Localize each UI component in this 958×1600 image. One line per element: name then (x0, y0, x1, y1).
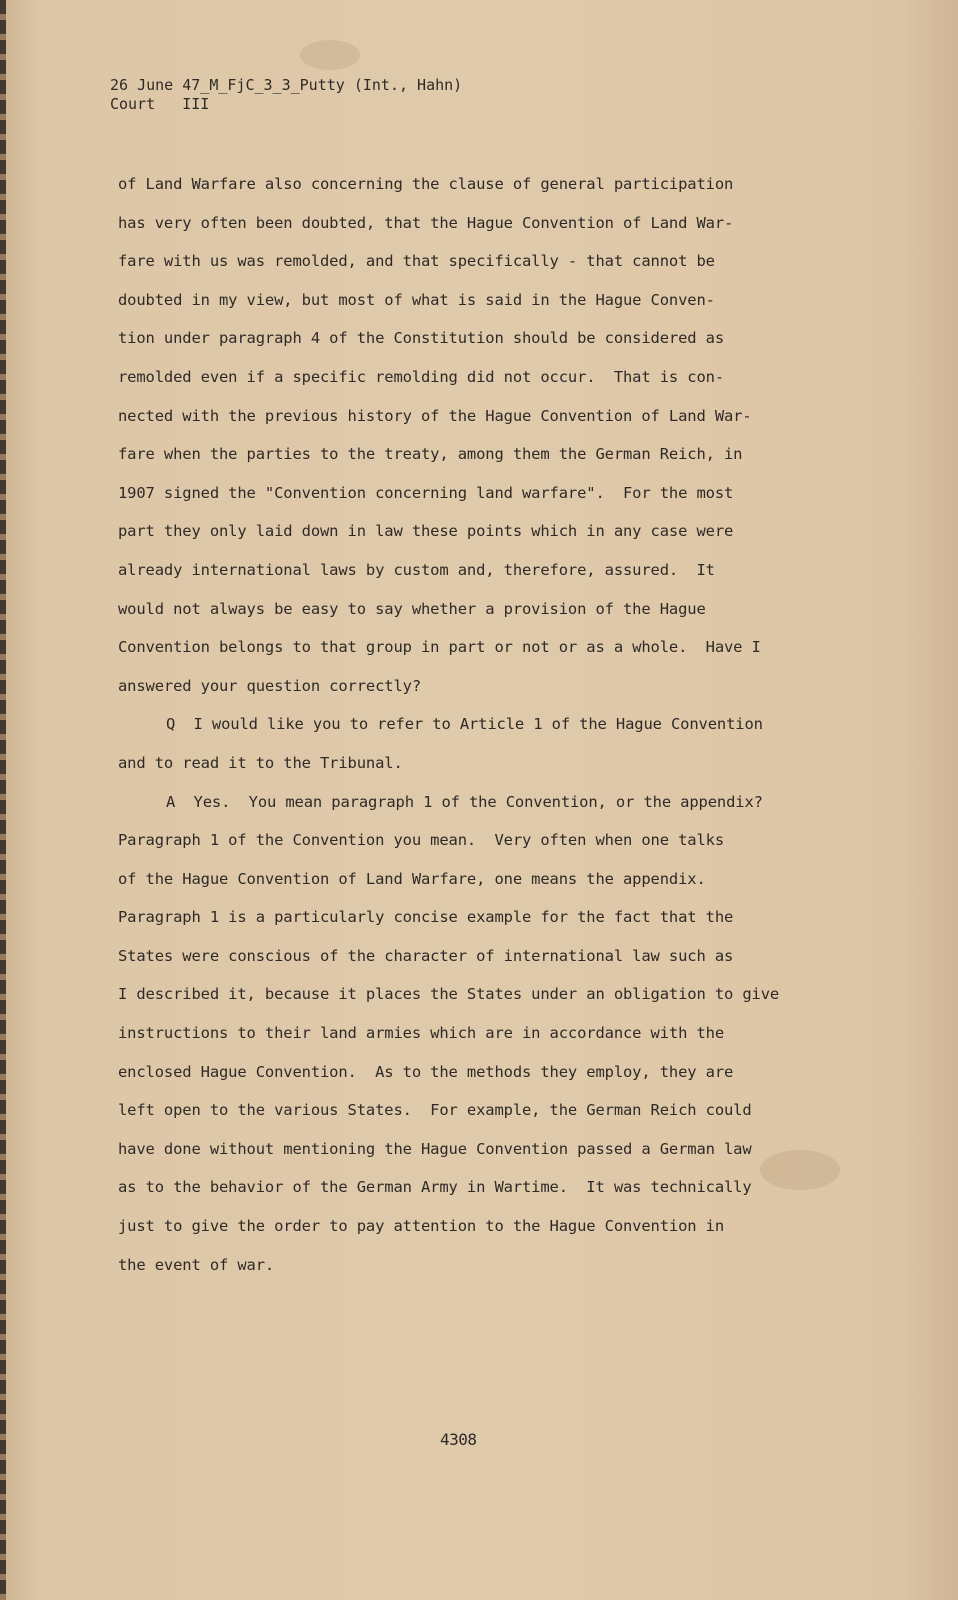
transcript-body (118, 174, 858, 1293)
text-line: instructions to their land armies which are in accordance with the (118, 1024, 724, 1043)
text-line: has very often been doubted, that the Hague Convention of Land War- (118, 213, 734, 232)
text-line: just to give the order to pay attention to the Hague Convention in (118, 1217, 724, 1236)
text-line: left open to the various States. For example, the German Reich could (118, 1101, 752, 1120)
text-line: of Land Warfare also concerning the clause of general participation (118, 175, 734, 193)
paper-stain (300, 40, 360, 70)
text-line: Paragraph 1 of the Convention you mean. Very often when one talks (118, 831, 724, 850)
text-line: States were conscious of the character of international law such as (118, 946, 734, 965)
header-court-line: Court III (110, 95, 210, 113)
question-line: Q I would like you to refer to Article 1 of the Hague Convention (166, 715, 763, 734)
text-line: would not always be easy to say whether a provision of the Hague (118, 599, 706, 618)
answer-line: A Yes. You mean paragraph 1 of the Convention, or the appendix? (166, 792, 763, 811)
text-line: tion under paragraph 4 of the Constitution should be considered as (118, 329, 724, 348)
text-line: fare when the parties to the treaty, among them the German Reich, in (118, 445, 743, 464)
binding-edge (0, 0, 6, 1600)
text-line: remolded even if a specific remolding did not occur. That is con- (118, 367, 724, 386)
text-line: answered your question correctly? (118, 676, 421, 695)
text-line: 1907 signed the "Convention concerning land warfare". For the most (118, 483, 734, 502)
header-session-line: 26 June 47_M_FjC_3_3_Putty (Int., Hahn) (110, 76, 463, 94)
text-line: have done without mentioning the Hague Convention passed a German law (118, 1139, 752, 1158)
text-line: nected with the previous history of the Hague Convention of Land War- (118, 406, 752, 425)
text-line: the event of war. (118, 1255, 275, 1274)
text-line: as to the behavior of the German Army in Wartime. It was technically (118, 1178, 752, 1197)
text-line: I described it, because it places the States under an obligation to give (118, 985, 780, 1004)
text-line: doubted in my view, but most of what is said in the Hague Conven- (118, 290, 715, 309)
page-number: 4308 (440, 1430, 477, 1449)
text-line: Paragraph 1 is a particularly concise example for the fact that the (118, 908, 734, 927)
text-line: and to read it to the Tribunal. (118, 753, 403, 772)
text-line: Convention belongs to that group in part or not or as a whole. Have I (118, 638, 761, 657)
text-line: already international laws by custom and, therefore, assured. It (118, 560, 715, 579)
text-line: part they only laid down in law these points which in any case were (118, 522, 734, 541)
document-header (110, 76, 462, 114)
text-line: enclosed Hague Convention. As to the methods they employ, they are (118, 1062, 734, 1081)
text-line: of the Hague Convention of Land Warfare, one means the appendix. (118, 869, 706, 888)
text-line: fare with us was remolded, and that specifically - that cannot be (118, 252, 715, 271)
